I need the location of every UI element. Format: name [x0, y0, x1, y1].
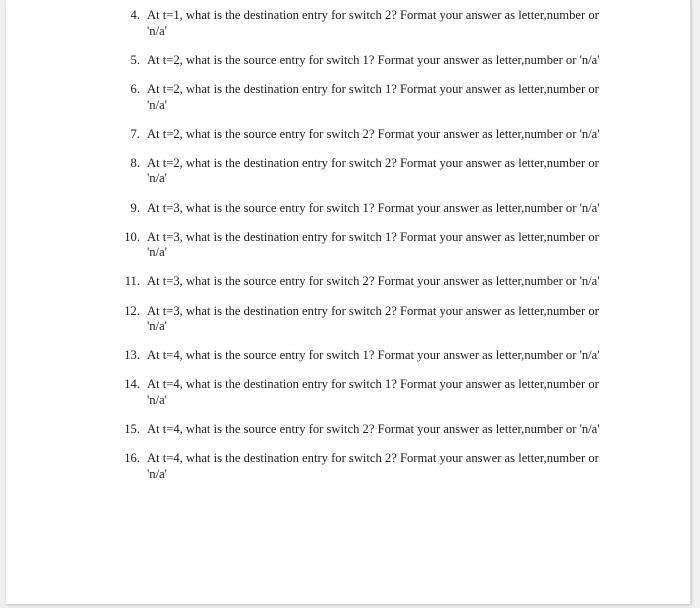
question-item-7 — [6, 127, 700, 143]
question-number: 6. — [130, 81, 140, 96]
question-item-10 — [6, 230, 700, 261]
question-number: 11. — [124, 274, 140, 289]
question-number: 10. — [124, 229, 140, 244]
question-list — [6, 8, 700, 496]
question-text: At t=2, what is the destination entry for switch 1? Format your answer as letter,number or 'n/a' — [147, 81, 599, 112]
question-text: At t=3, what is the source entry for switch 1? Format your answer as letter,number or 'n/a' — [147, 200, 600, 215]
question-item-9 — [6, 201, 700, 217]
question-number: 15. — [124, 422, 140, 437]
question-text: At t=1, what is the destination entry for switch 2? Format your answer as letter,number or 'n/a' — [147, 8, 599, 38]
question-item-12 — [6, 304, 700, 335]
question-item-13 — [6, 348, 700, 364]
question-number: 5. — [130, 52, 140, 67]
question-text: At t=2, what is the source entry for switch 1? Format your answer as letter,number or 'n/a' — [147, 52, 600, 67]
question-number: 16. — [124, 451, 140, 466]
question-number: 12. — [124, 303, 140, 318]
question-item-8 — [6, 156, 700, 187]
question-item-6 — [6, 82, 700, 113]
question-item-16 — [6, 451, 700, 482]
question-item-14 — [6, 377, 700, 408]
question-text: At t=4, what is the source entry for switch 1? Format your answer as letter,number or 'n/a' — [147, 348, 600, 363]
question-text: At t=2, what is the source entry for switch 2? Format your answer as letter,number or 'n/a' — [147, 126, 600, 141]
question-text: At t=3, what is the destination entry for switch 2? Format your answer as letter,number or 'n/a' — [147, 303, 599, 334]
question-text: At t=3, what is the destination entry for switch 1? Format your answer as letter,number or 'n/a' — [147, 229, 599, 260]
question-item-15 — [6, 422, 700, 438]
question-text: At t=4, what is the destination entry for switch 2? Format your answer as letter,number or 'n/a' — [147, 451, 599, 482]
question-item-11 — [6, 274, 700, 290]
page-edge-shadow — [690, 0, 692, 604]
question-number: 7. — [130, 126, 140, 141]
question-item-4 — [6, 8, 700, 39]
question-number: 14. — [124, 377, 140, 392]
question-text: At t=3, what is the source entry for switch 2? Format your answer as letter,number or 'n/a' — [147, 274, 600, 289]
question-text: At t=4, what is the source entry for switch 2? Format your answer as letter,number or 'n/a' — [147, 422, 600, 437]
question-number: 8. — [130, 155, 140, 170]
question-text: At t=4, what is the destination entry for switch 1? Format your answer as letter,number or 'n/a' — [147, 377, 599, 408]
question-number: 4. — [130, 8, 140, 22]
question-item-5 — [6, 53, 700, 69]
question-number: 9. — [130, 200, 140, 215]
question-number: 13. — [124, 348, 140, 363]
document-page — [6, 0, 690, 604]
question-text: At t=2, what is the destination entry for switch 2? Format your answer as letter,number or 'n/a' — [147, 155, 599, 186]
